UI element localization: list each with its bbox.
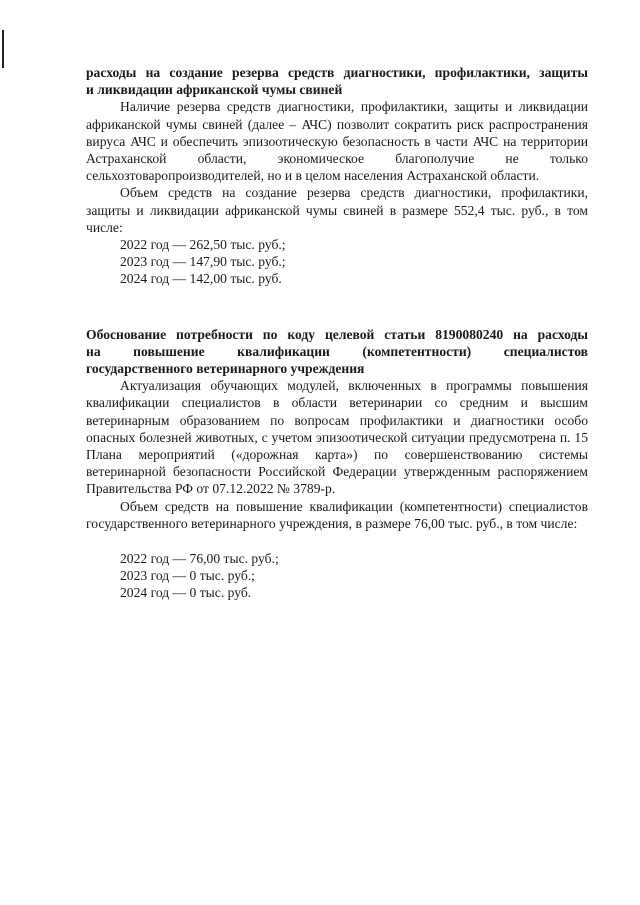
section1-heading-line-2: и ликвидации африканской чумы свиней bbox=[86, 82, 343, 98]
section2-paragraph-2: Объем средств на повышение квалификации (компетентности) специалистов государственного ветеринарного учреждения, в размере 76,00 тыс. руб., в том числе: bbox=[86, 498, 588, 531]
section1-amount-2023: 2023 год — 147,90 тыс. руб.; bbox=[120, 254, 286, 270]
section2-amount-list bbox=[86, 550, 588, 602]
list-spacer bbox=[86, 532, 588, 550]
section2-heading-line-2: на повышение квалификации (компетентности) специалистов bbox=[86, 343, 588, 359]
section2-heading bbox=[86, 326, 588, 378]
section2-heading-line-1: Обоснование потребности по коду целевой статьи 8190080240 на расходы bbox=[86, 326, 588, 342]
scan-edge-mark bbox=[2, 30, 4, 68]
section1-amount-2024: 2024 год — 142,00 тыс. руб. bbox=[120, 271, 282, 287]
section-spacer bbox=[86, 288, 588, 326]
section1-heading-line-1: расходы на создание резерва средств диагностики, профилактики, защиты bbox=[86, 65, 588, 80]
document-body bbox=[86, 64, 588, 602]
section2-heading-line-3: государственного ветеринарного учреждения bbox=[86, 361, 365, 377]
section1-amount-list bbox=[86, 236, 588, 288]
section2-paragraph-1: Актуализация обучающих модулей, включенных в программы повышения квалификации специалистов в области ветеринарии со средним и высшим ветеринарным образованием по вопросам профилактики и диагностики особо опасных болезней животных, с учетом эпизоотической ситуации предусмотрена п. 15 Плана мероприятий («дорожная карта») по совершенствованию системы ветеринарной безопасности Российской Федерации утвержденным распоряжением Правительства РФ от 07.12.2022 № 3789-р. bbox=[86, 378, 588, 497]
section2-amount-2023: 2023 год — 0 тыс. руб.; bbox=[120, 568, 255, 584]
section2-amount-2024: 2024 год — 0 тыс. руб. bbox=[120, 585, 252, 601]
section1-paragraph-2: Объем средств на создание резерва средств диагностики, профилактики, защиты и ликвидации африканской чумы свиней в размере 552,4 тыс. руб., в том числе: bbox=[86, 185, 588, 235]
section1-heading bbox=[86, 64, 588, 98]
section1-amount-2022: 2022 год — 262,50 тыс. руб.; bbox=[120, 237, 286, 253]
section1-paragraph-1: Наличие резерва средств диагностики, профилактики, защиты и ликвидации африканской чумы свиней (далее – АЧС) позволит сократить риск распространения вируса АЧС и обеспечить эпизоотическую безопасность в части АЧС на территории Астраханской области, экономическое благополучие не только сельхозтоваропроизводителей, но и в целом населения Астраханской области. bbox=[86, 99, 588, 184]
section2-amount-2022: 2022 год — 76,00 тыс. руб.; bbox=[120, 551, 279, 567]
